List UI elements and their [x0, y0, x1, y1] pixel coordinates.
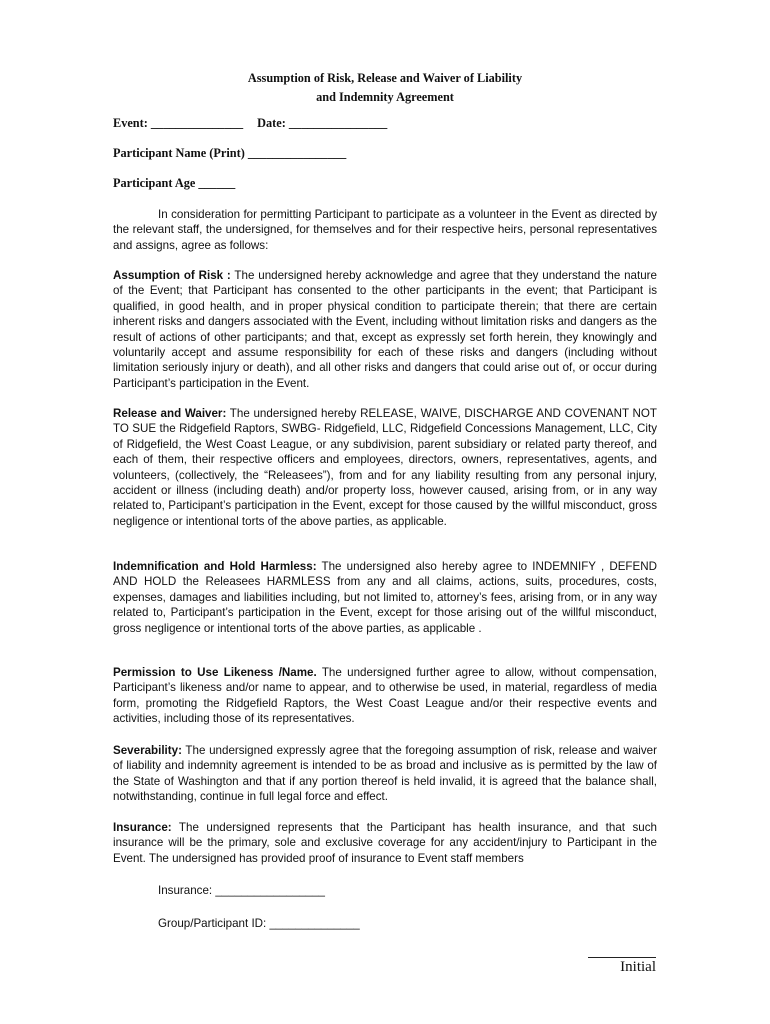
section-severability [113, 743, 657, 805]
title-line-2: and Indemnity Agreement [316, 90, 454, 104]
title-line-1: Assumption of Risk, Release and Waiver of Liability [247, 71, 523, 85]
section-heading: Severability: [113, 744, 182, 757]
intro-text: In consideration for permitting Participant to participate as a volunteer in the Event as directed by the relevant staff, the undersigned, for themselves and for their respective heirs, personal representatives and assigns, agree as follows: [113, 208, 657, 252]
event-field[interactable]: Event: _______________ [113, 116, 244, 130]
participant-name-field[interactable]: Participant Name (Print) ________________ [113, 146, 347, 160]
section-body: The undersigned hereby acknowledge and agree that they understand the nature of the Event; that Participant has consented to the other participants in the event; that Participant is qualified, in good health, and in proper physical condition to participate therein; that there are certain inherent risks and dangers associated with the Event, including without limitation risks and dangers as the result of actions of other participants; and that, except as expressly set forth herein, they knowingly and voluntarily accept and assume responsibility for each of these risks and dangers (including without limitation seriously injury or death), and all other risks and dangers that could arise out of, or occur during Participant’s participation in the Event. [113, 269, 657, 390]
section-body: The undersigned further agree to allow, without compensation, Participant’s likeness and/or name to appear, and to otherwise be used, in material, regardless of media form, promoting the Ridgefield Raptors, the West Coast League and/or their respective events and activities, including those of its representatives. [113, 666, 657, 726]
section-permission-likeness [113, 665, 657, 727]
section-heading: Release and Waiver: [113, 407, 227, 420]
section-body: The undersigned represents that the Participant has health insurance, and that such insurance will be the primary, sole and exclusive coverage for any accident/injury to Participant in the Event. The undersigned has provided proof of insurance to Event staff members [113, 821, 657, 865]
group-participant-id-field[interactable]: Group/Participant ID: ______________ [158, 917, 360, 930]
initial-label: Initial [620, 959, 656, 975]
section-release-and-waiver [113, 406, 657, 529]
intro-paragraph [113, 207, 657, 253]
section-body: The undersigned also hereby agree to INDEMNIFY , DEFEND AND HOLD the Releasees HARMLESS from any and all claims, actions, suits, procedures, costs, expenses, damages and liabilities including, but not limited to, attorney’s fees, arising from, or in any way related to, Participant’s participation in the Event, except for those arising out of the willful misconduct, gross negligence or intentional torts of the above parties, as applicable . [113, 560, 657, 635]
date-field[interactable]: Date: ________________ [257, 116, 388, 130]
section-indemnification [113, 559, 657, 636]
section-assumption-of-risk [113, 268, 657, 391]
section-body: The undersigned expressly agree that the foregoing assumption of risk, release and waiver of liability and indemnity agreement is intended to be as broad and inclusive as is permitted by the law of the State of Washington and that if any portion thereof is held invalid, it is agreed that the balance shall, notwithstanding, continue in full legal force and effect. [113, 744, 657, 804]
insurance-field[interactable]: Insurance: _________________ [158, 884, 325, 897]
section-insurance [113, 820, 657, 866]
section-heading: Permission to Use Likeness /Name. [113, 666, 317, 679]
document-title [0, 69, 770, 107]
section-heading: Assumption of Risk : [113, 269, 231, 282]
initial-signature-line[interactable] [588, 957, 656, 976]
participant-age-field[interactable]: Participant Age ______ [113, 176, 236, 190]
section-heading: Insurance: [113, 821, 172, 834]
event-date-row [113, 116, 387, 131]
section-heading: Indemnification and Hold Harmless: [113, 560, 317, 573]
section-body: The undersigned hereby RELEASE, WAIVE, DISCHARGE AND COVENANT NOT TO SUE the Ridgefield Raptors, SWBG- Ridgefield, LLC, Ridgefield Concessions Management, LLC, City of Ridgefield, the West Coast League, or any subdivision, parent subsidiary or related party thereof, and each of them, their respective officers and employees, directors, owners, representatives, agents, and volunteers, (collectively, the “Releasees”), from and for any liability resulting from any personal injury, accident or illness (including death) and/or property loss, however caused, arising from, or in any way related to, Participant’s participation in the Event, except for those caused by the willful misconduct, gross negligence or intentional torts of the above parties, as applicable. [113, 407, 657, 528]
